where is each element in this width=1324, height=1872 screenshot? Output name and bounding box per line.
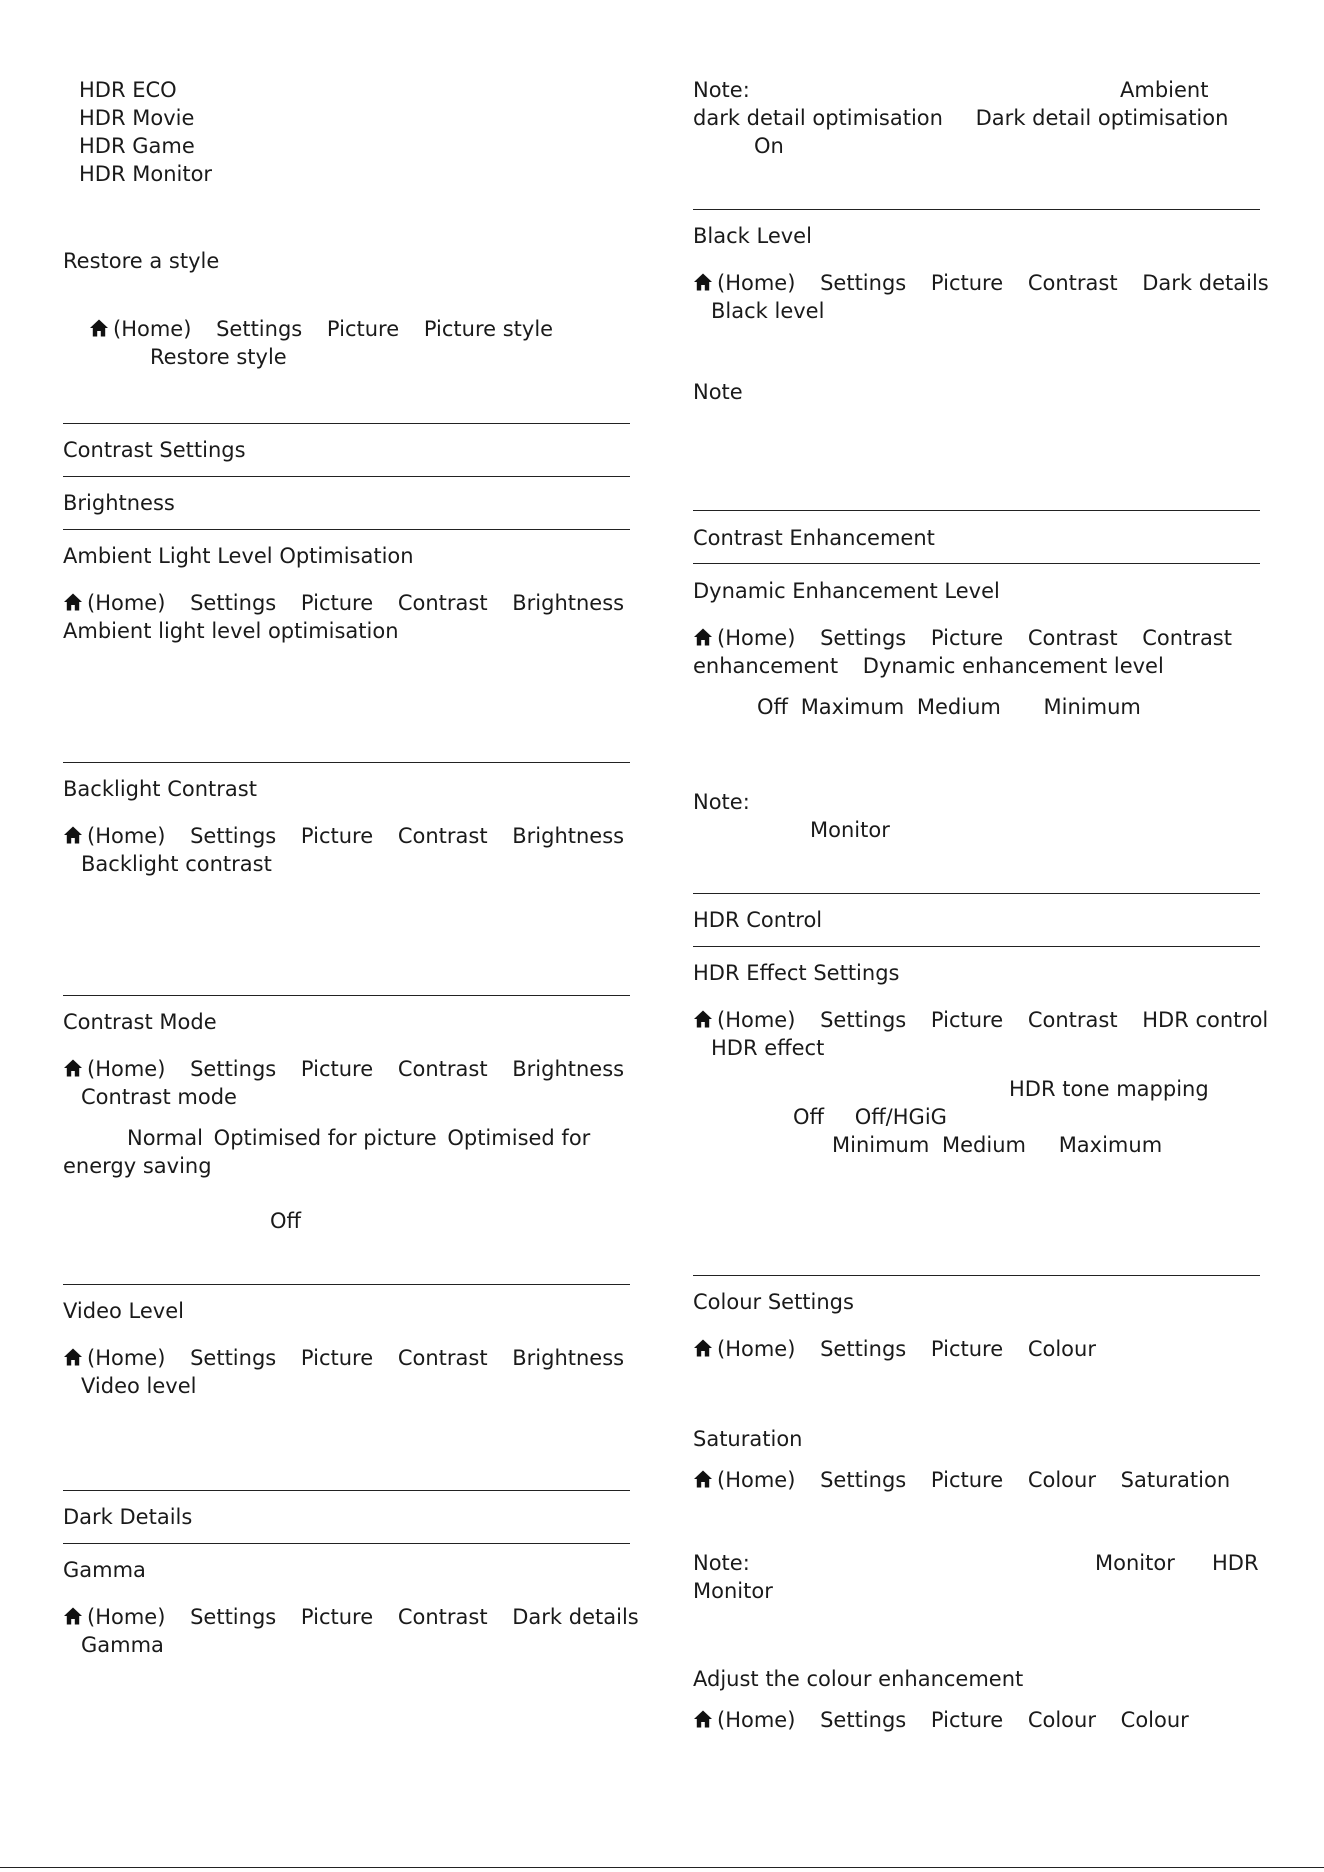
divider	[63, 762, 630, 763]
gamma-heading: Gamma	[63, 1558, 146, 1582]
divider	[63, 995, 630, 996]
home-icon	[63, 1606, 83, 1626]
ambient-light-path: (Home) Settings Picture Contrast Brightness	[63, 589, 624, 617]
divider	[693, 893, 1260, 894]
backlight-contrast-path-end: Backlight contrast	[81, 852, 272, 876]
black-level-path: (Home) Settings Picture Contrast Dark details	[693, 269, 1269, 297]
home-icon	[693, 1709, 713, 1729]
contrast-mode-heading: Contrast Mode	[63, 1010, 217, 1034]
colour-settings-path: (Home) Settings Picture Colour	[693, 1335, 1096, 1363]
divider	[63, 1543, 630, 1544]
home-icon	[89, 318, 109, 338]
home-icon	[63, 1347, 83, 1367]
home-icon	[63, 825, 83, 845]
divider	[63, 423, 630, 424]
hdr-off-options: Off Off/HGiG	[793, 1105, 947, 1129]
dynamic-enhancement-heading: Dynamic Enhancement Level	[693, 579, 1000, 603]
dynamic-enhancement-monitor: Monitor	[810, 818, 890, 842]
contrast-mode-options-end: energy saving	[63, 1154, 212, 1178]
hdr-control-heading: HDR Control	[693, 908, 823, 932]
home-icon	[693, 1009, 713, 1029]
style-item-hdr-movie: HDR Movie	[79, 106, 195, 130]
divider	[63, 1490, 630, 1491]
home-icon	[693, 272, 713, 292]
divider	[693, 510, 1260, 511]
black-level-note: Note	[693, 380, 743, 404]
backlight-contrast-path: (Home) Settings Picture Contrast Brightness	[63, 822, 624, 850]
saturation-hdr: HDR	[1212, 1551, 1259, 1575]
ambient-light-heading: Ambient Light Level Optimisation	[63, 544, 414, 568]
contrast-enhancement-heading: Contrast Enhancement	[693, 526, 935, 550]
brightness-heading: Brightness	[63, 491, 175, 515]
colour-enhancement-path: (Home) Settings Picture Colour Colour	[693, 1706, 1189, 1734]
saturation-note: Note:	[693, 1551, 750, 1575]
page-bottom-rule	[0, 1867, 1324, 1868]
divider	[693, 1275, 1260, 1276]
restore-style-heading: Restore a style	[63, 249, 220, 273]
home-icon	[693, 1338, 713, 1358]
saturation-monitor: Monitor	[1095, 1551, 1175, 1575]
dynamic-enhancement-path: (Home) Settings Picture Contrast Contrast	[693, 624, 1232, 652]
hdr-level-options: Minimum Medium Maximum	[832, 1133, 1163, 1157]
ambient-light-path-end: Ambient light level optimisation	[63, 619, 399, 643]
note-label: Note:	[693, 78, 750, 102]
colour-enhancement-heading: Adjust the colour enhancement	[693, 1667, 1024, 1691]
style-item-hdr-monitor: HDR Monitor	[79, 162, 213, 186]
dynamic-enhancement-path-2: enhancement Dynamic enhancement level	[693, 654, 1164, 678]
divider	[693, 946, 1260, 947]
divider	[63, 529, 630, 530]
divider	[693, 209, 1260, 210]
video-level-path: (Home) Settings Picture Contrast Brightness	[63, 1344, 624, 1372]
dynamic-enhancement-options: Off Maximum Medium Minimum	[757, 695, 1141, 719]
note-on: On	[754, 134, 784, 158]
home-icon	[63, 592, 83, 612]
contrast-mode-path-end: Contrast mode	[81, 1085, 237, 1109]
black-level-path-end: Black level	[711, 299, 825, 323]
home-icon	[63, 1058, 83, 1078]
contrast-settings-heading: Contrast Settings	[63, 438, 246, 462]
style-item-hdr-game: HDR Game	[79, 134, 195, 158]
dark-details-heading: Dark Details	[63, 1505, 193, 1529]
contrast-mode-off: Off	[270, 1209, 301, 1233]
contrast-mode-options: Normal Optimised for picture Optimised for	[127, 1126, 591, 1150]
restore-style-path: (Home) Settings Picture Picture style	[89, 315, 553, 343]
divider	[693, 563, 1260, 564]
home-icon	[693, 1469, 713, 1489]
hdr-effect-path-end: HDR effect	[711, 1036, 825, 1060]
gamma-path-end: Gamma	[81, 1633, 164, 1657]
saturation-monitor-2: Monitor	[693, 1579, 773, 1603]
saturation-heading: Saturation	[693, 1427, 803, 1451]
video-level-path-end: Video level	[81, 1374, 197, 1398]
dynamic-enhancement-note: Note:	[693, 790, 750, 814]
contrast-mode-path: (Home) Settings Picture Contrast Brightness	[63, 1055, 624, 1083]
note-ambient: Ambient	[1120, 78, 1209, 102]
style-item-hdr-eco: HDR ECO	[79, 78, 177, 102]
colour-settings-heading: Colour Settings	[693, 1290, 854, 1314]
divider	[63, 1284, 630, 1285]
home-icon	[693, 627, 713, 647]
restore-style-path-end: Restore style	[150, 345, 287, 369]
divider	[63, 476, 630, 477]
note-dark-detail-line: dark detail optimisation Dark detail optimisation	[693, 106, 1229, 130]
video-level-heading: Video Level	[63, 1299, 184, 1323]
hdr-tone-mapping: HDR tone mapping	[1009, 1077, 1209, 1101]
saturation-path: (Home) Settings Picture Colour Saturation	[693, 1466, 1230, 1494]
gamma-path: (Home) Settings Picture Contrast Dark details	[63, 1603, 639, 1631]
black-level-heading: Black Level	[693, 224, 812, 248]
hdr-effect-heading: HDR Effect Settings	[693, 961, 900, 985]
hdr-effect-path: (Home) Settings Picture Contrast HDR control	[693, 1006, 1268, 1034]
backlight-contrast-heading: Backlight Contrast	[63, 777, 257, 801]
